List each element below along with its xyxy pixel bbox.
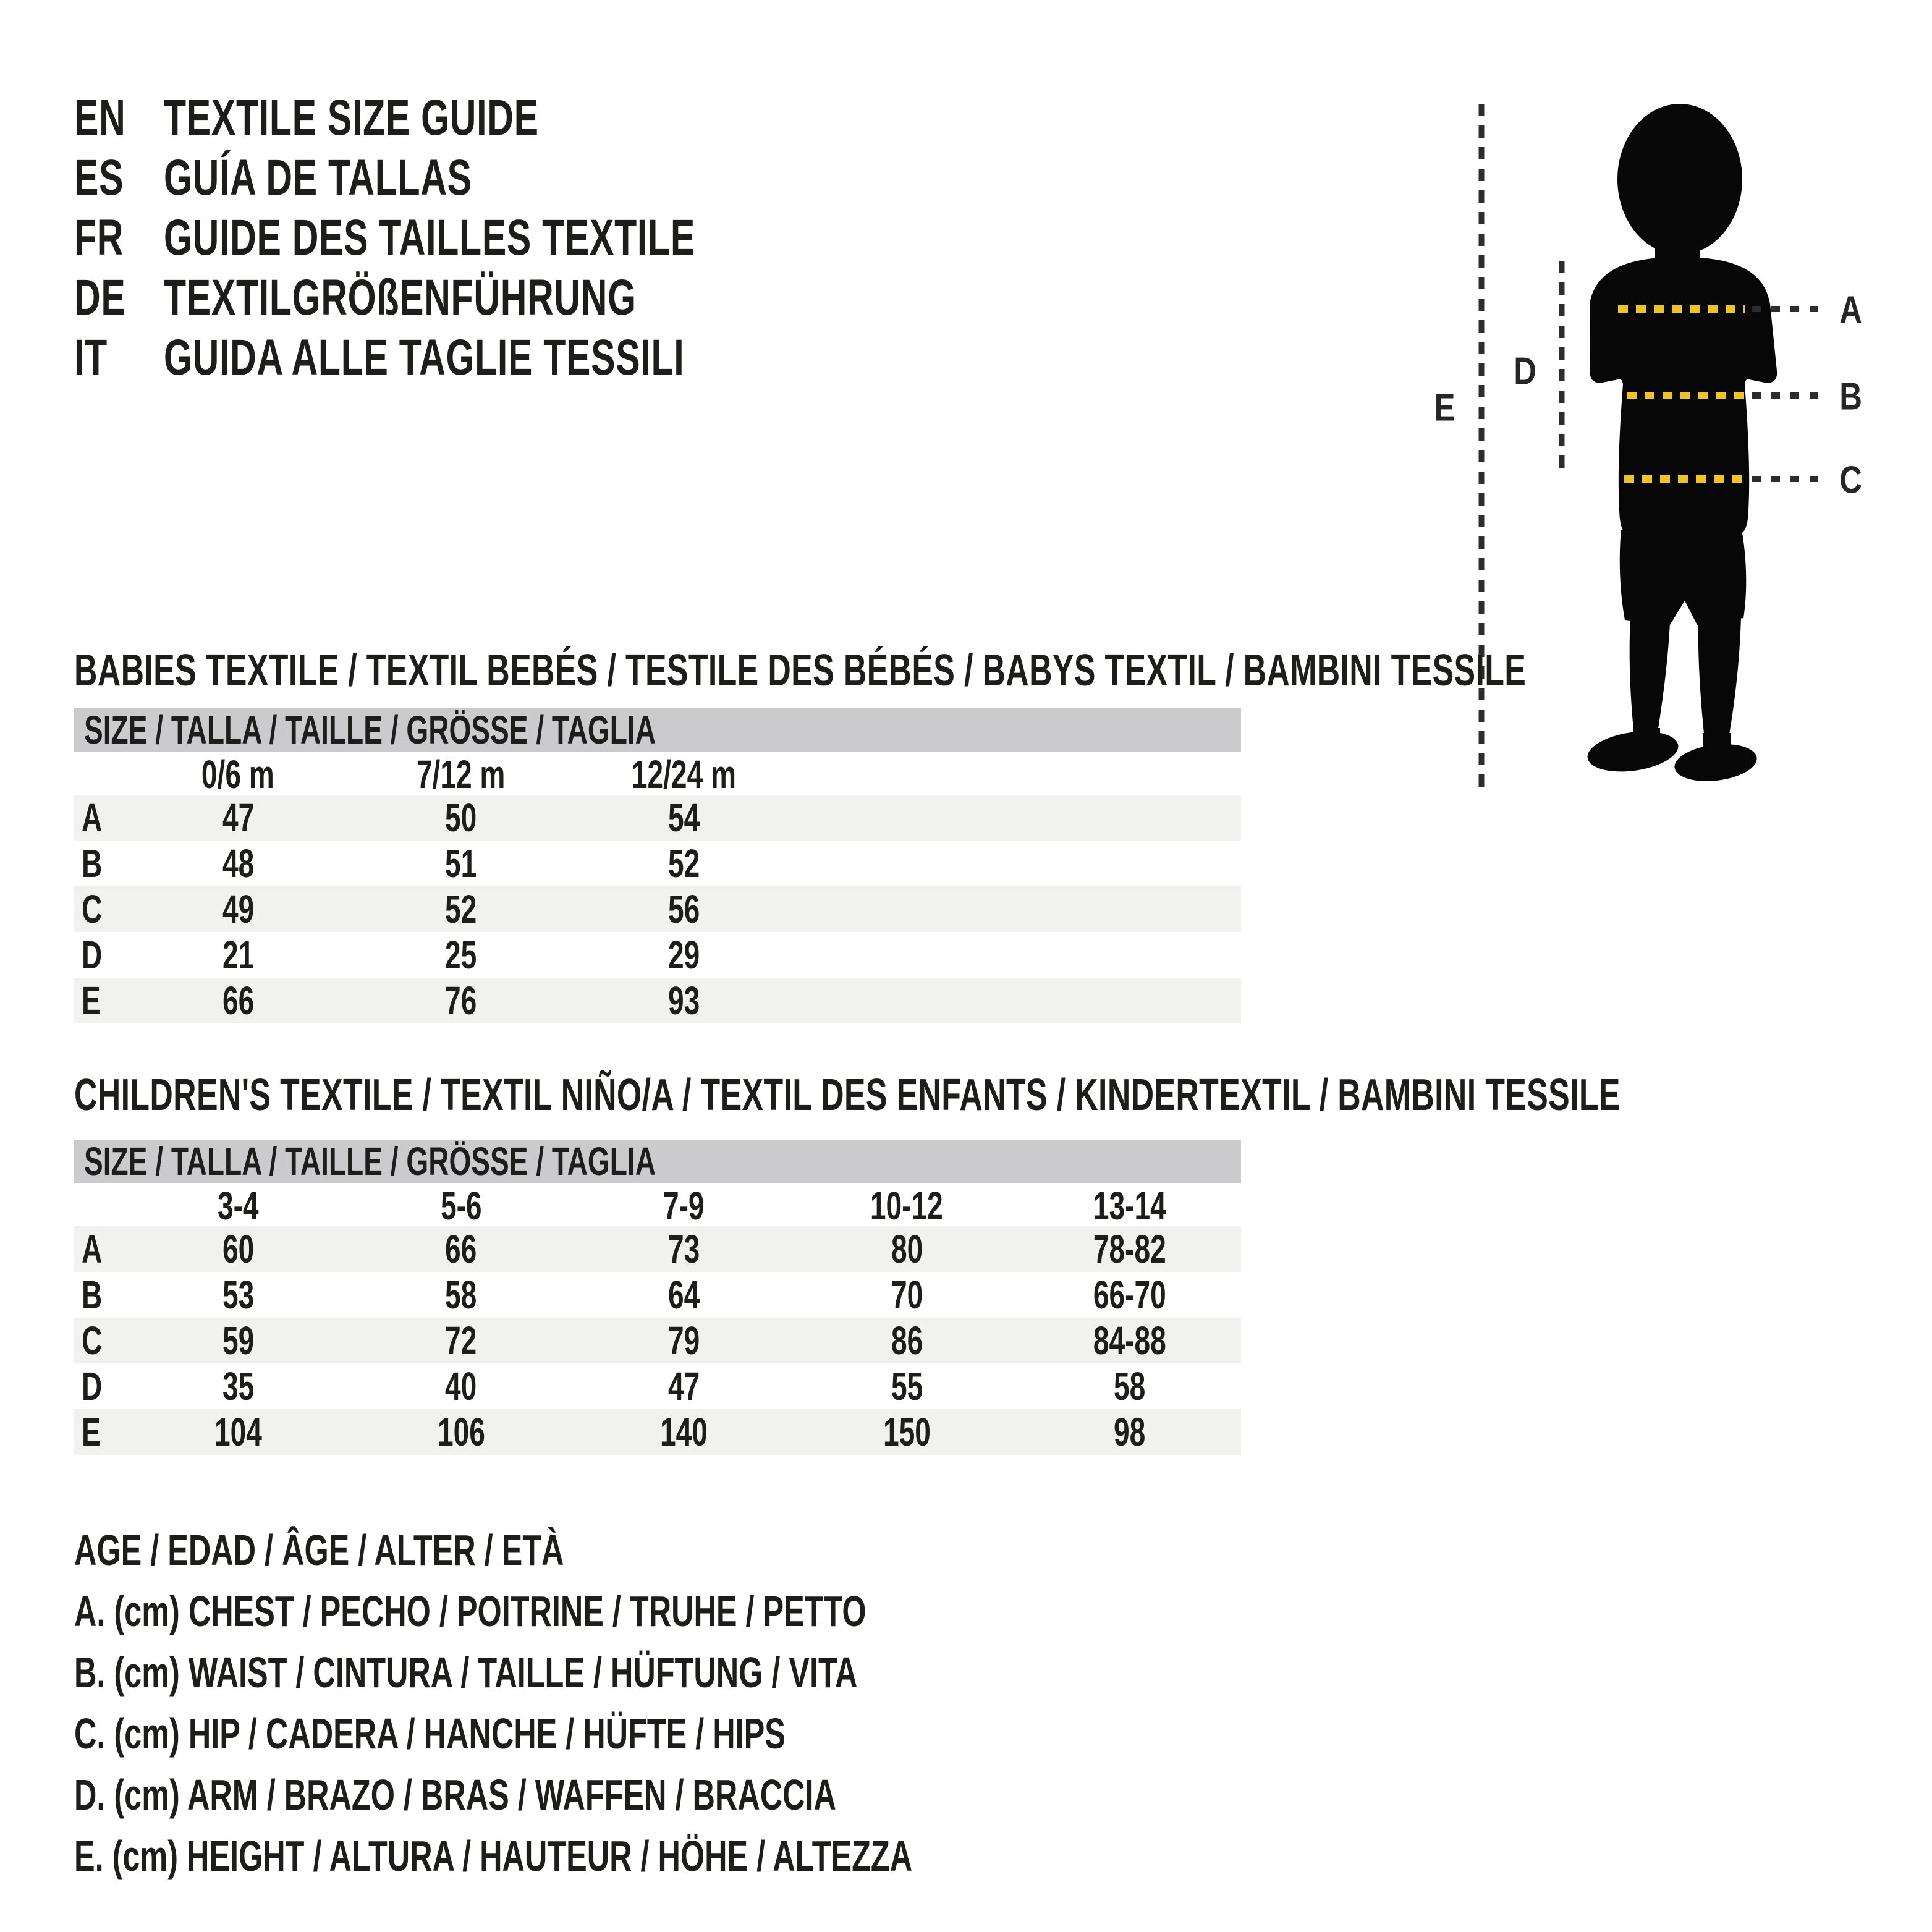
cell-value-text: 21	[222, 933, 254, 977]
row-label-text: D	[82, 933, 103, 977]
cell-value-text: 25	[445, 933, 477, 977]
table-row	[74, 978, 1241, 1023]
language-title-list	[74, 88, 902, 388]
cell-value-text: 47	[222, 795, 254, 840]
cell-value	[127, 1272, 350, 1318]
children-column-header-row	[74, 1183, 1241, 1226]
cell-value-text: 40	[445, 1364, 477, 1409]
cell-value-text: 66	[445, 1227, 477, 1271]
row-label	[74, 795, 127, 841]
table-row	[74, 1318, 1241, 1363]
cell-value	[127, 795, 350, 841]
cell-value	[350, 1409, 573, 1455]
column-header-text: 13-14	[1093, 1184, 1166, 1228]
cell-value	[350, 978, 573, 1023]
children-section-heading	[74, 1070, 1932, 1121]
row-label	[74, 932, 127, 978]
table-row	[74, 795, 1241, 841]
row-label-text: A	[82, 1227, 103, 1271]
cell-value	[572, 978, 795, 1023]
guide-title-es: GUÍA DE TALLAS	[164, 149, 472, 206]
children-table-rows	[74, 1226, 1241, 1455]
cell-value	[350, 1226, 573, 1272]
cell-value-text: 64	[667, 1273, 700, 1317]
row-label-text: A	[82, 795, 103, 840]
row-label-text: D	[82, 1364, 103, 1409]
cell-value	[350, 1318, 573, 1363]
babies-heading-text: BABIES TEXTILE / TEXTIL BEBÉS / TESTILE DES BÉBÉS / BABYS TEXTIL / BAMBINI TESSILE	[74, 646, 1527, 695]
measurement-legend	[74, 1519, 1238, 1886]
legend-text: A. (cm) CHEST / PECHO / POITRINE / TRUHE / PETTO	[74, 1587, 866, 1635]
language-code: IT	[74, 329, 108, 386]
cell-value	[127, 1409, 350, 1455]
measure-label-e: E	[1434, 386, 1456, 430]
column-header	[795, 1183, 1019, 1229]
cell-value-text: 59	[222, 1318, 254, 1363]
table-row	[74, 886, 1241, 932]
cell-value-text: 150	[883, 1410, 931, 1454]
language-row-fr	[74, 208, 902, 268]
cell-value-text: 35	[222, 1364, 254, 1409]
table-row	[74, 1363, 1241, 1409]
language-row-en	[74, 88, 902, 148]
cell-value-text: 51	[445, 841, 477, 886]
legend-text: D. (cm) ARM / BRAZO / BRAS / WAFFEN / BRACCIA	[74, 1770, 836, 1819]
column-header-text: 10-12	[870, 1184, 944, 1228]
row-label-text: B	[82, 1273, 103, 1317]
table-row	[74, 1226, 1241, 1272]
child-silhouette-diagram	[1471, 99, 1904, 803]
column-header-text: 12/24 m	[631, 752, 737, 797]
measurement-figure	[1471, 99, 1904, 803]
cell-value	[127, 886, 350, 932]
cell-value	[795, 1409, 1019, 1455]
cell-value	[1018, 1272, 1241, 1318]
column-header-text: 7-9	[663, 1184, 705, 1228]
column-header-text: 0/6 m	[201, 752, 275, 797]
cell-value-text: 55	[891, 1364, 923, 1409]
cell-value	[795, 1226, 1019, 1272]
measure-label-d: D	[1514, 350, 1537, 393]
babies-table-header-bar	[74, 708, 1241, 752]
cell-value-text: 86	[891, 1318, 923, 1363]
cell-value	[350, 932, 573, 978]
babies-column-header-row	[74, 752, 1241, 795]
row-label-text: C	[82, 1318, 103, 1363]
cell-value	[1018, 1318, 1241, 1363]
cell-value	[127, 841, 350, 886]
column-header-text: 3-4	[217, 1184, 259, 1228]
measure-label-c: C	[1839, 459, 1863, 502]
cell-value-text: 73	[667, 1227, 700, 1271]
column-header	[350, 1183, 573, 1229]
row-label	[74, 1409, 127, 1455]
legend-line-hip	[74, 1703, 1238, 1764]
row-label-text: E	[82, 1410, 101, 1454]
cell-value-text: 106	[437, 1410, 485, 1454]
cell-value	[127, 978, 350, 1023]
table-row	[74, 932, 1241, 978]
cell-value-text: 98	[1114, 1410, 1146, 1454]
language-row-es	[74, 148, 902, 208]
cell-value-text: 60	[222, 1227, 254, 1271]
language-code: EN	[74, 89, 126, 146]
language-row-it	[74, 328, 902, 388]
cell-value-text: 66	[222, 978, 254, 1023]
row-label-text: C	[82, 887, 103, 931]
legend-line-arm	[74, 1764, 1238, 1825]
column-header	[127, 752, 350, 797]
cell-value-text: 29	[667, 933, 700, 977]
cell-value-text: 78-82	[1093, 1227, 1166, 1271]
cell-value	[795, 1272, 1019, 1318]
cell-value	[127, 1318, 350, 1363]
right-shoe-shape	[1672, 740, 1759, 786]
cell-value-text: 70	[891, 1273, 923, 1317]
legend-line-chest	[74, 1580, 1238, 1642]
cell-value-text: 47	[667, 1364, 700, 1409]
children-size-table	[74, 1140, 1241, 1455]
cell-value	[572, 1318, 795, 1363]
cell-value	[127, 1363, 350, 1409]
cell-value-text: 49	[222, 887, 254, 931]
cell-value-text: 52	[445, 887, 477, 931]
measure-label-b: B	[1839, 375, 1863, 418]
legend-line-height	[74, 1825, 1238, 1886]
cell-value-text: 58	[445, 1273, 477, 1317]
row-label-text: B	[82, 841, 103, 886]
table-row	[74, 1272, 1241, 1318]
cell-value	[795, 1318, 1019, 1363]
column-header	[350, 752, 573, 797]
cell-value	[572, 1409, 795, 1455]
guide-title-fr: GUIDE DES TAILLES TEXTILE	[164, 209, 695, 266]
legend-text: B. (cm) WAIST / CINTURA / TAILLE / HÜFTUNG / VITA	[74, 1648, 858, 1697]
language-code: FR	[74, 209, 124, 266]
cell-value	[1018, 1226, 1241, 1272]
row-label	[74, 841, 127, 886]
cell-value	[350, 1272, 573, 1318]
cell-value	[572, 932, 795, 978]
children-table-header-bar	[74, 1140, 1241, 1183]
measure-label-a: A	[1839, 289, 1863, 332]
cell-value-text: 84-88	[1093, 1318, 1166, 1363]
row-label	[74, 1226, 127, 1272]
column-header	[572, 1183, 795, 1229]
cell-value	[572, 1226, 795, 1272]
table-row	[74, 841, 1241, 886]
cell-value	[350, 841, 573, 886]
cell-value-text: 79	[667, 1318, 700, 1363]
cell-value	[127, 932, 350, 978]
column-header	[1018, 1183, 1241, 1229]
row-label	[74, 886, 127, 932]
cell-value	[572, 841, 795, 886]
cell-value	[350, 795, 573, 841]
babies-table-rows	[74, 795, 1241, 1023]
cell-value	[572, 1363, 795, 1409]
guide-title-de: TEXTILGRÖßENFÜHRUNG	[164, 269, 637, 326]
cell-value-text: 66-70	[1093, 1273, 1166, 1317]
shorts-shape	[1620, 530, 1747, 625]
table-row	[74, 1409, 1241, 1455]
legend-line-age	[74, 1519, 1238, 1580]
cell-value	[1018, 1363, 1241, 1409]
language-code: DE	[74, 269, 126, 326]
cell-value-text: 140	[660, 1410, 708, 1454]
cell-value-text: 104	[214, 1410, 262, 1454]
cell-value-text: 48	[222, 841, 254, 886]
row-label	[74, 1363, 127, 1409]
cell-value	[572, 1272, 795, 1318]
column-header	[127, 1183, 350, 1229]
children-heading-text: CHILDREN'S TEXTILE / TEXTIL NIÑO/A / TEXTIL DES ENFANTS / KINDERTEXTIL / BAMBINI TESSILE	[74, 1070, 1621, 1120]
left-shoe-shape	[1585, 726, 1680, 777]
size-header-text: SIZE / TALLA / TAILLE / GRÖSSE / TAGLIA	[84, 1139, 656, 1184]
cell-value-text: 54	[667, 795, 700, 840]
cell-value	[127, 1226, 350, 1272]
cell-value-text: 56	[667, 887, 700, 931]
cell-value	[572, 886, 795, 932]
language-code: ES	[74, 149, 124, 206]
babies-section-heading	[74, 645, 1932, 696]
cell-value-text: 50	[445, 795, 477, 840]
column-header-text: 7/12 m	[417, 752, 506, 797]
column-header-text: 5-6	[440, 1184, 482, 1228]
cell-value-text: 80	[891, 1227, 923, 1271]
cell-value-text: 72	[445, 1318, 477, 1363]
legend-text: C. (cm) HIP / CADERA / HANCHE / HÜFTE / HIPS	[74, 1709, 786, 1758]
babies-size-table	[74, 708, 1241, 1023]
cell-value	[350, 886, 573, 932]
guide-title-it: GUIDA ALLE TAGLIE TESSILI	[164, 329, 685, 386]
cell-value	[795, 1363, 1019, 1409]
cell-value-text: 58	[1114, 1364, 1146, 1409]
row-label	[74, 978, 127, 1023]
row-label	[74, 1272, 127, 1318]
column-header	[572, 752, 795, 797]
guide-title-en: TEXTILE SIZE GUIDE	[164, 89, 539, 146]
cell-value	[572, 795, 795, 841]
cell-value-text: 53	[222, 1273, 254, 1317]
row-label-text: E	[82, 978, 101, 1023]
size-header-text: SIZE / TALLA / TAILLE / GRÖSSE / TAGLIA	[84, 708, 656, 752]
cell-value-text: 76	[445, 978, 477, 1023]
cell-value	[350, 1363, 573, 1409]
language-row-de	[74, 268, 902, 328]
legend-text: AGE / EDAD / ÂGE / ALTER / ETÀ	[74, 1525, 564, 1574]
row-label	[74, 1318, 127, 1363]
cell-value	[1018, 1409, 1241, 1455]
cell-value-text: 93	[667, 978, 700, 1023]
legend-line-waist	[74, 1642, 1238, 1703]
cell-value-text: 52	[667, 841, 700, 886]
legend-text: E. (cm) HEIGHT / ALTURA / HAUTEUR / HÖHE / ALTEZZA	[74, 1831, 913, 1880]
